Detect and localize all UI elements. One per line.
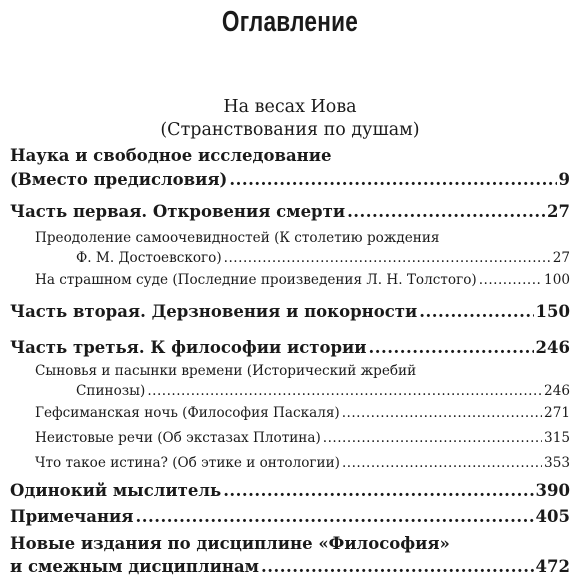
toc-entry-intro-line1[interactable] [10, 146, 570, 165]
toc-subentry-line1[interactable] [35, 363, 570, 379]
toc-entry-intro[interactable] [10, 170, 570, 189]
toc-entry-label: Новые издания по дисциплине «Философия» [10, 534, 450, 553]
toc-entry-label: Часть вторая. Дерзновения и покорности [10, 302, 418, 321]
dot-leader [224, 250, 551, 266]
toc-entry-label: Одинокий мыслитель [10, 481, 222, 500]
dot-leader [347, 202, 545, 221]
dot-leader [323, 430, 542, 446]
toc-entry-new-editions-line1[interactable] [10, 534, 570, 553]
toc-page-number: 27 [552, 250, 570, 266]
dot-leader [261, 557, 534, 576]
toc-entry-new-editions[interactable] [10, 557, 570, 576]
toc-subentry[interactable] [35, 430, 570, 446]
toc-entry-label: и смежным дисциплинам [10, 557, 259, 576]
toc-entry-label: Примечания [10, 507, 134, 526]
toc-entry-lonely-thinker[interactable] [10, 481, 570, 500]
toc-entry-label: Часть первая. Откровения смерти [10, 202, 346, 221]
toc-page-number: 9 [558, 170, 570, 189]
toc-page-number: 472 [535, 557, 570, 576]
toc-entry-label: Преодоление самоочевидностей (К столетию рождения [35, 230, 440, 246]
toc-page-number: 27 [547, 202, 570, 221]
toc-entry-notes[interactable] [10, 507, 570, 526]
toc-entry-label: Наука и свободное исследование [10, 146, 332, 165]
book-title-line1: На весах Иова [223, 97, 357, 117]
dot-leader [147, 383, 542, 399]
toc-entry-label: Сыновья и пасынки времени (Исторический жребий [35, 363, 417, 379]
book-title [0, 96, 580, 142]
toc-page-number: 271 [544, 405, 570, 421]
dot-leader [369, 338, 534, 357]
toc-entry-label: Ф. М. Достоевского) [76, 250, 222, 266]
toc-subentry[interactable] [35, 272, 570, 288]
toc-page-number: 390 [535, 481, 570, 500]
toc-subentry[interactable] [76, 250, 570, 266]
dot-leader [223, 481, 533, 500]
toc-page-number: 405 [535, 507, 570, 526]
toc-entry-label: Гефсиманская ночь (Философия Паскаля) [35, 405, 340, 421]
toc-page-number: 150 [535, 302, 570, 321]
dot-leader [342, 455, 542, 471]
toc-page-number: 353 [544, 455, 570, 471]
dot-leader [229, 170, 556, 189]
toc-entry-label: Спинозы) [76, 383, 146, 399]
book-title-line2: (Странствования по душам) [160, 120, 420, 140]
toc-entry-label: Неистовые речи (Об экстазах Плотина) [35, 430, 321, 446]
toc-entry-part2[interactable] [10, 302, 570, 321]
toc-page-number: 246 [544, 383, 570, 399]
toc-subentry[interactable] [35, 405, 570, 421]
toc-page-number: 246 [535, 338, 570, 357]
dot-leader [135, 507, 533, 526]
toc-subentry-line1[interactable] [35, 230, 570, 246]
toc-entry-part3[interactable] [10, 338, 570, 357]
toc-entry-label: (Вместо предисловия) [10, 170, 228, 189]
toc-entry-label: На страшном суде (Последние произведения Л. Н. Толстого) [35, 272, 477, 288]
dot-leader [342, 405, 542, 421]
toc-page-number: 315 [544, 430, 570, 446]
toc-subentry[interactable] [35, 455, 570, 471]
toc-subentry[interactable] [76, 383, 570, 399]
dot-leader [419, 302, 533, 321]
toc-entry-label: Что такое истина? (Об этике и онтологии) [35, 455, 340, 471]
toc-page-number: 100 [544, 272, 570, 288]
page-title: Оглавление [221, 6, 359, 38]
toc-entry-part1[interactable] [10, 202, 570, 221]
dot-leader [479, 272, 542, 288]
toc-entry-label: Часть третья. К философии истории [10, 338, 367, 357]
